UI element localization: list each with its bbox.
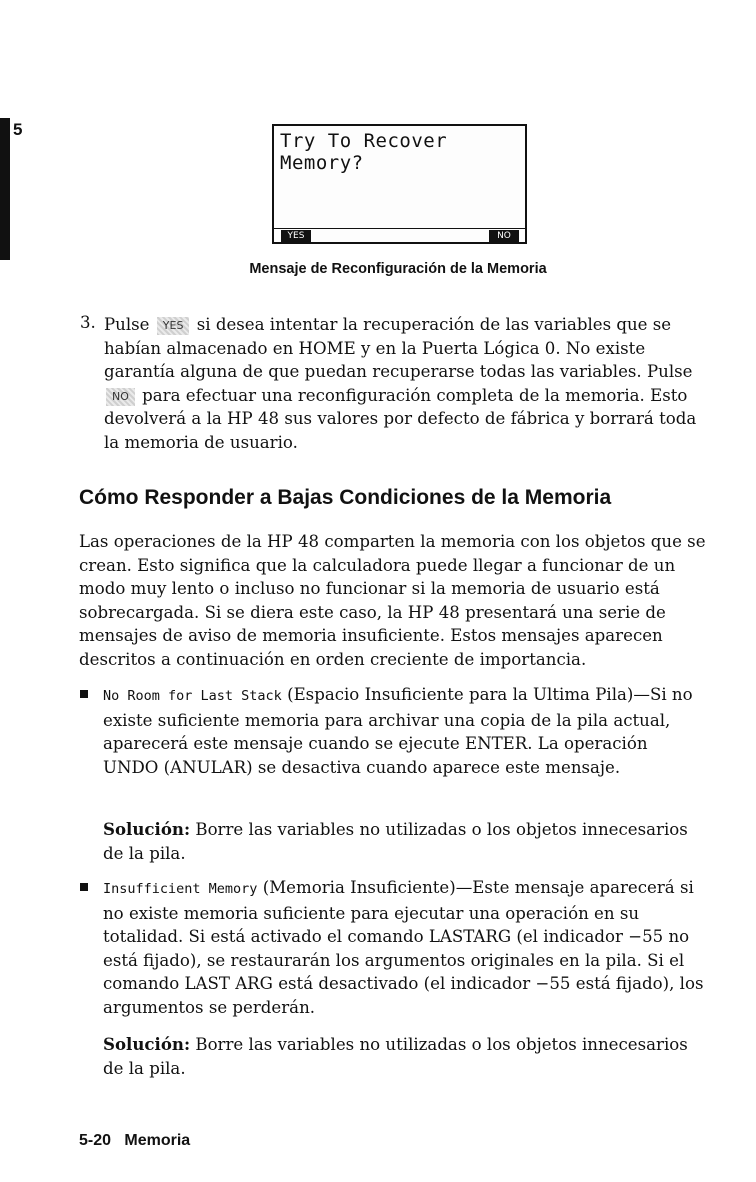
solution-1-label: Solución: bbox=[103, 819, 191, 839]
bullet-1-marker bbox=[80, 690, 88, 698]
solution-2-label: Solución: bbox=[103, 1034, 191, 1054]
yes-key: YES bbox=[157, 317, 190, 335]
softkey-yes: YES bbox=[281, 230, 311, 243]
solution-2-text: Borre las variables no utilizadas o los objetos innecesarios de la pila. bbox=[103, 1035, 688, 1078]
display-message: Try To Recover Memory? bbox=[280, 130, 448, 174]
display-menu-divider bbox=[274, 228, 525, 229]
solution-1-text: Borre las variables no utilizadas o los objetos innecesarios de la pila. bbox=[103, 820, 688, 863]
intro-paragraph: Las operaciones de la HP 48 comparten la memoria con los objetos que se crean. Esto significa que la calculadora puede llegar a funcionar de un modo muy lento o incluso no funcionar si la memoria de usuario está sobrecargada. Si se diera este caso, la HP 48 presentará una serie de mensajes de aviso de memoria insuficiente. Estos mensajes aparecen descritos a continuación en orden creciente de importancia. bbox=[79, 532, 706, 669]
no-key: NO bbox=[106, 388, 135, 406]
bullet-1-code: No Room for Last Stack bbox=[103, 688, 282, 704]
bullet-2-code: Insufficient Memory bbox=[103, 881, 258, 897]
step-number: 3. bbox=[80, 313, 96, 332]
bullet-2-description: (Memoria Insuficiente)—Este mensaje aparecerá si no existe memoria suficiente para ejecutar una operación en su totalidad. Si está activado el comando LASTARG (el indicador −55 no está fijado), se restaurarán los argumentos originales en la pila. Si el comando LAST ARG está desactivado (el indicador −55 está fijado), los argumentos se perderán. bbox=[103, 878, 704, 1017]
step-text-3: para efectuar una reconfiguración completa de la memoria. Esto devolverá a la HP 48 sus valores por defecto de fábrica y borrará toda la memoria de usuario. bbox=[104, 385, 697, 452]
bullet-2-text bbox=[103, 876, 708, 1019]
chapter-number: 5 bbox=[13, 120, 23, 139]
bullet-1-description: (Espacio Insuficiente para la Ultima Pila)—Si no existe suficiente memoria para archivar una copia de la pila actual, aparecerá este mensaje cuando se ejecute ENTER. La operación UNDO (ANULAR) se desactiva cuando aparece este mensaje. bbox=[103, 685, 693, 777]
footer-chapter: Memoria bbox=[124, 1132, 191, 1149]
footer-page-number: 5-20 bbox=[79, 1132, 112, 1149]
step-3-text bbox=[104, 313, 704, 454]
bullet-1-text bbox=[103, 683, 708, 779]
section-heading: Cómo Responder a Bajas Condiciones de la Memoria bbox=[79, 486, 612, 509]
bullet-1-solution bbox=[103, 818, 708, 865]
calculator-display bbox=[272, 124, 527, 244]
page-footer bbox=[79, 1132, 190, 1150]
bullet-2-marker bbox=[80, 883, 88, 891]
softkey-no: NO bbox=[489, 230, 519, 243]
figure-caption: Mensaje de Reconfiguración de la Memoria bbox=[249, 261, 547, 277]
bullet-2-solution bbox=[103, 1033, 708, 1080]
step-text-2: si desea intentar la recuperación de las variables que se habían almacenado en HOME y en la Puerta Lógica 0. No existe garantía alguna de que puedan recuperarse todas las variables. Pulse bbox=[104, 315, 693, 381]
step-text-1: Pulse bbox=[104, 315, 150, 334]
chapter-tab-bar bbox=[0, 118, 10, 260]
